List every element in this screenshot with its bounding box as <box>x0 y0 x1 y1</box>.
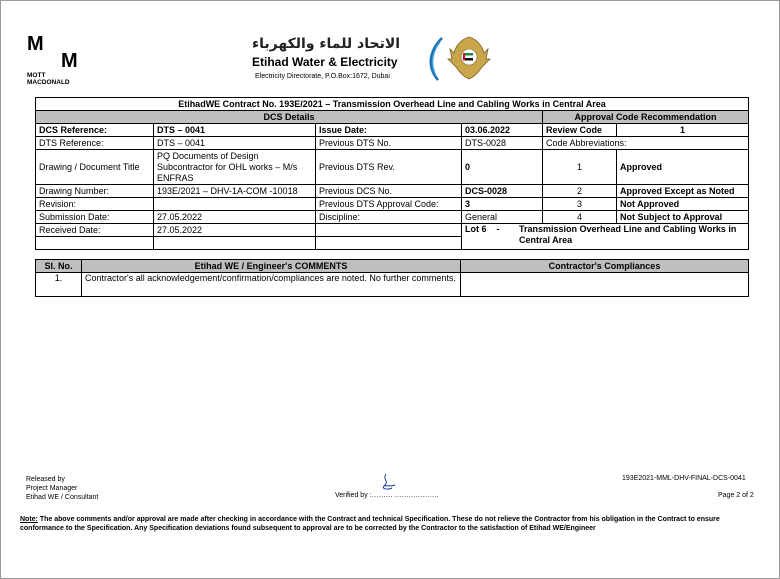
released-by: Released by <box>26 476 65 483</box>
consultant: Etihad WE / Consultant <box>26 494 99 501</box>
mm-logo-m-bottom: M <box>61 50 78 72</box>
code-1: 1 <box>543 150 617 185</box>
compliances-header: Contractor's Compliances <box>461 260 749 273</box>
submission-date-value: 27.05.2022 <box>154 211 316 224</box>
mm-logo-m-top: M <box>27 33 44 55</box>
previous-dcs-no-value: DCS-0028 <box>462 185 543 198</box>
dcs-reference-value: DTS – 0041 <box>154 124 316 137</box>
footer-note <box>20 515 765 533</box>
review-code-value: 1 <box>617 124 749 137</box>
note-text: The above comments and/or approval are made after checking in accordance with the Contract and technical Specification. These do not relieve the Contractor from his obligation in the Contract to ensure conformance to the Specification. Any Specification deviations found subsequent to approval are to be corrected by the Contractor to the satisfaction of Etihad WE/Engineer <box>20 516 720 532</box>
received-date-value: 27.05.2022 <box>154 224 316 237</box>
revision-value <box>154 198 316 211</box>
code-4-label: Not Subject to Approval <box>617 211 749 224</box>
approval-code-header: Approval Code Recommendation <box>543 111 749 124</box>
blank-cell-a <box>36 237 154 250</box>
comment-text: Contractor's all acknowledgement/confirmation/compliances are noted. No further comments. <box>82 273 461 297</box>
dcs-details-header: DCS Details <box>36 111 543 124</box>
dts-reference-label: DTS Reference: <box>36 137 154 150</box>
page-number: Page 2 of 2 <box>718 492 754 499</box>
issue-date-value: 03.06.2022 <box>462 124 543 137</box>
received-date-empty <box>316 224 462 237</box>
previous-dts-approval-value: 3 <box>462 198 543 211</box>
dts-reference-value: DTS – 0041 <box>154 137 316 150</box>
previous-dts-no-value: DTS-0028 <box>462 137 543 150</box>
code-abbreviations-label: Code Abbreviations: <box>543 137 749 150</box>
uae-emblem-icon <box>446 33 492 81</box>
submission-date-label: Submission Date: <box>36 211 154 224</box>
previous-dts-approval-label: Previous DTS Approval Code: <box>316 198 462 211</box>
verified-by: Verified by :……… ………………. <box>335 492 439 499</box>
previous-dcs-no-label: Previous DCS No. <box>316 185 462 198</box>
discipline-value: General <box>462 211 543 224</box>
etihad-logo-arabic: الاتحاد للماء والكهرباء <box>252 36 401 52</box>
mm-logo-line2: MACDONALD <box>27 79 70 86</box>
document-reference: 193E2021-MML-DHV-FINAL-DCS-0041 <box>622 475 746 482</box>
previous-dts-no-label: Previous DTS No. <box>316 137 462 150</box>
sl-no-header: Sl. No. <box>36 260 82 273</box>
code-3: 3 <box>543 198 617 211</box>
comments-header: Etihad WE / Engineer's COMMENTS <box>82 260 461 273</box>
previous-dts-rev-label: Previous DTS Rev. <box>316 150 462 185</box>
comments-table <box>35 259 749 297</box>
code-4: 4 <box>543 211 617 224</box>
mm-logo-line1: MOTT <box>27 72 46 79</box>
code-2-label: Approved Except as Noted <box>617 185 749 198</box>
contract-title: EtihadWE Contract No. 193E/2021 – Transmission Overhead Line and Cabling Works in Central Area <box>36 98 749 111</box>
compliance-text <box>461 273 749 297</box>
review-code-label: Review Code <box>543 124 617 137</box>
code-3-label: Not Approved <box>617 198 749 211</box>
code-1-label: Approved <box>617 150 749 185</box>
drawing-title-label: Drawing / Document Title <box>36 150 154 185</box>
previous-dts-rev-value: 0 <box>462 150 543 185</box>
lot-cell <box>462 224 749 250</box>
comment-sl: 1. <box>36 273 82 297</box>
dcs-reference-label: DCS Reference: <box>36 124 154 137</box>
blank-cell-b <box>154 237 316 250</box>
note-label: Note: <box>20 516 38 523</box>
lot-label: Lot 6 - <box>465 224 500 234</box>
project-manager: Project Manager <box>26 485 78 492</box>
etihad-logo-english: Etihad Water & Electricity <box>252 55 398 69</box>
code-2: 2 <box>543 185 617 198</box>
drawing-title-value: PQ Documents of Design Subcontractor for OHL works – M/s ENFRAS <box>154 150 316 185</box>
received-date-label: Received Date: <box>36 224 154 237</box>
drawing-number-value: 193E/2021 – DHV-1A-COM -10018 <box>154 185 316 198</box>
dcs-table <box>35 97 749 250</box>
blank-cell-c <box>316 237 462 250</box>
discipline-label: Discipline: <box>316 211 462 224</box>
etihad-swoosh-icon <box>424 36 444 82</box>
revision-label: Revision: <box>36 198 154 211</box>
comment-row <box>36 273 749 297</box>
etihad-logo-address: Electricity Directorate, P.O.Box:1672, Dubai <box>255 73 390 80</box>
released-by-block <box>26 475 98 502</box>
drawing-number-label: Drawing Number: <box>36 185 154 198</box>
issue-date-label: Issue Date: <box>316 124 462 137</box>
signature-icon <box>378 472 398 494</box>
mm-logo-text <box>27 72 97 86</box>
lot-value: Transmission Overhead Line and Cabling Works in Central Area <box>519 224 737 245</box>
